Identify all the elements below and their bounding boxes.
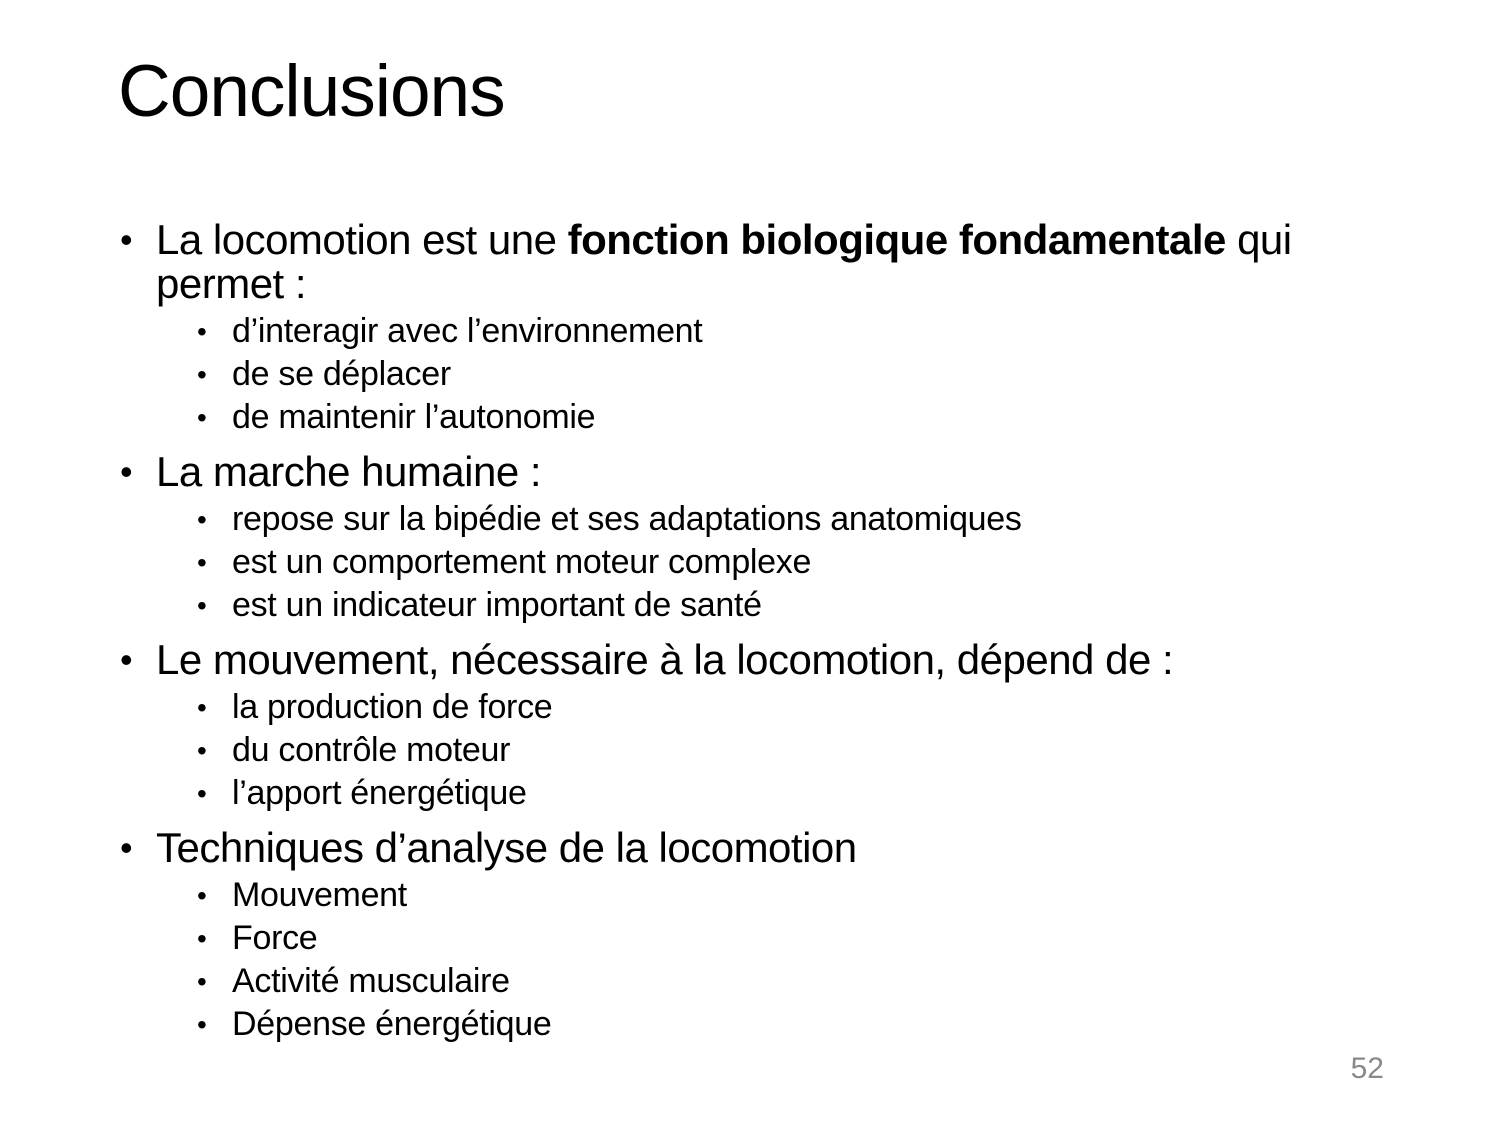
bullet-text: Techniques d’analyse de la locomotion	[156, 824, 857, 872]
bullet-icon: •	[197, 923, 207, 955]
bullet-icon: •	[197, 692, 207, 724]
sub-bullet-text: repose sur la bipédie et ses adaptations anatomiques	[232, 500, 1022, 539]
slide-body	[0, 218, 1500, 1046]
sub-bullet-item	[0, 960, 1500, 1003]
bullet-item-locomotion	[0, 218, 1500, 306]
sub-bullet-item	[0, 917, 1500, 960]
sub-list	[0, 874, 1500, 1046]
bullet-icon: •	[197, 504, 207, 536]
sub-bullet-item	[0, 584, 1500, 627]
bullet-icon: •	[197, 316, 207, 348]
sub-bullet-item	[0, 396, 1500, 439]
sub-bullet-text: de se déplacer	[232, 355, 451, 394]
bullet-text-bold: fonction biologique fondamentale	[567, 216, 1226, 264]
sub-bullet-item	[0, 353, 1500, 396]
bullet-text: Le mouvement, nécessaire à la locomotion, dépend de :	[156, 636, 1174, 684]
bullet-icon: •	[197, 402, 207, 434]
sub-bullet-text: d’interagir avec l’environnement	[232, 312, 703, 351]
sub-bullet-item	[0, 772, 1500, 815]
sub-bullet-text: Mouvement	[232, 876, 407, 915]
bullet-icon: •	[120, 219, 133, 261]
bullet-icon: •	[197, 778, 207, 810]
bullet-text-tail: qui permet :	[156, 216, 1292, 308]
bullet-icon: •	[197, 359, 207, 391]
sub-bullet-text: du contrôle moteur	[232, 731, 511, 770]
bullet-text: La marche humaine :	[156, 448, 542, 496]
bullet-item-techniques	[0, 826, 1500, 870]
sub-bullet-item	[0, 498, 1500, 541]
sub-bullet-item	[0, 686, 1500, 729]
sub-bullet-item	[0, 310, 1500, 353]
sub-bullet-item	[0, 874, 1500, 917]
bullet-icon: •	[197, 880, 207, 912]
bullet-icon: •	[120, 451, 133, 493]
bullet-icon: •	[120, 639, 133, 681]
bullet-text	[156, 218, 1371, 306]
bullet-icon: •	[197, 966, 207, 998]
bullet-item-mouvement	[0, 638, 1500, 682]
bullet-icon: •	[197, 590, 207, 622]
sub-bullet-text: la production de force	[232, 688, 553, 727]
bullet-item-marche	[0, 450, 1500, 494]
sub-bullet-text: l’apport énergétique	[232, 774, 527, 813]
sub-bullet-item	[0, 729, 1500, 772]
sub-bullet-text: est un indicateur important de santé	[232, 586, 762, 625]
bullet-text-lead: La locomotion est une	[156, 216, 568, 264]
sub-list	[0, 686, 1500, 815]
slide-page-number: 52	[1350, 1052, 1384, 1085]
sub-bullet-text: de maintenir l’autonomie	[232, 398, 596, 437]
bullet-icon: •	[197, 1009, 207, 1041]
bullet-icon: •	[197, 735, 207, 767]
sub-list	[0, 498, 1500, 627]
sub-bullet-item	[0, 1003, 1500, 1046]
sub-bullet-item	[0, 541, 1500, 584]
bullet-icon: •	[120, 827, 133, 869]
bullet-icon: •	[197, 547, 207, 579]
sub-bullet-text: Activité musculaire	[232, 962, 510, 1001]
sub-bullet-text: Dépense énergétique	[232, 1005, 552, 1044]
sub-bullet-text: est un comportement moteur complexe	[232, 543, 812, 582]
sub-bullet-text: Force	[232, 919, 318, 958]
sub-list	[0, 310, 1500, 439]
page-title: Conclusions	[118, 51, 505, 132]
